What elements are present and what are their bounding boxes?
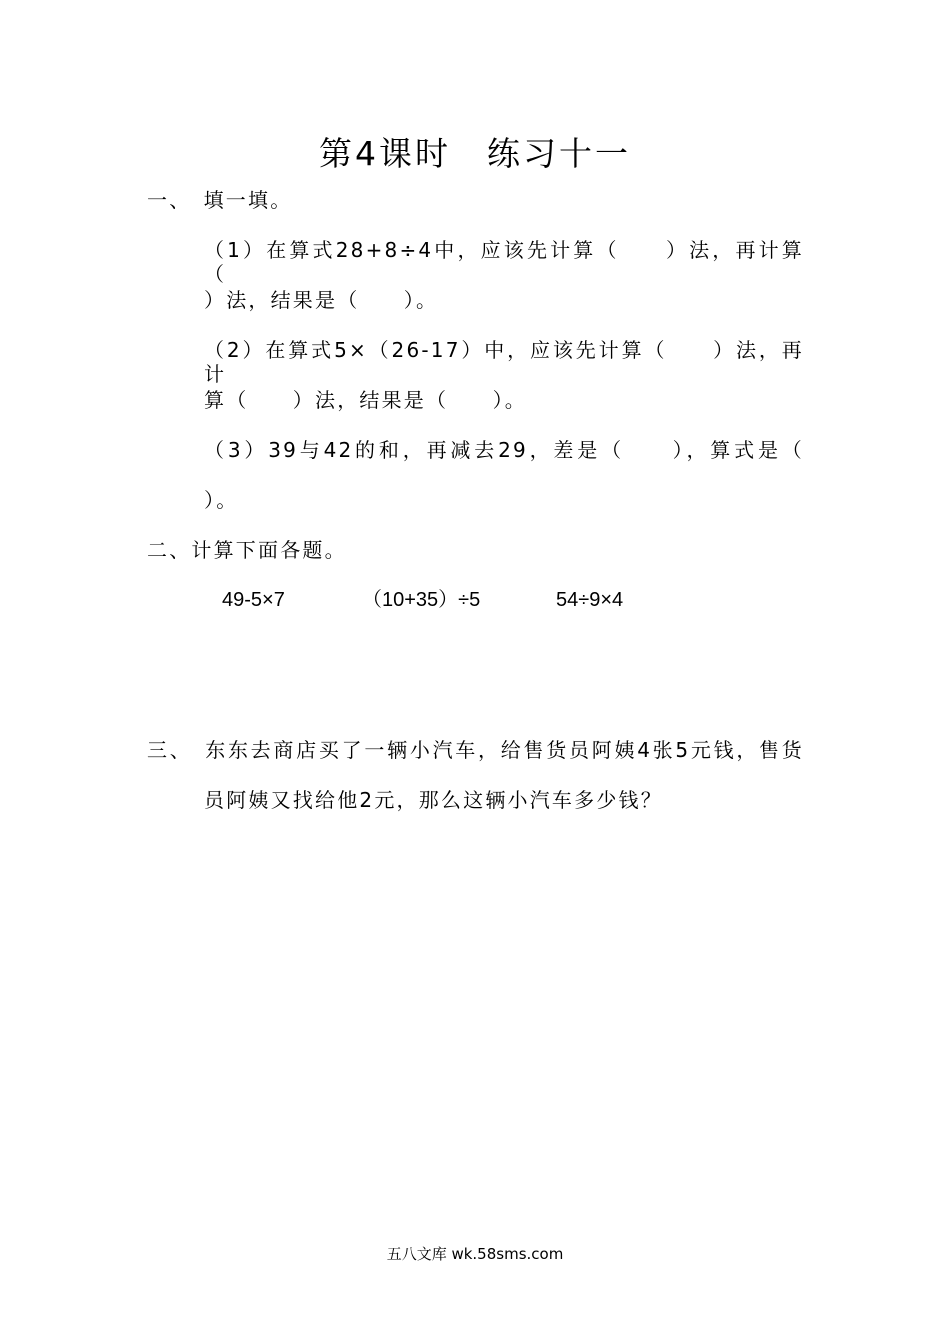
- expression-1: 49-5×7: [222, 589, 285, 611]
- expression-2: （10+35）÷5: [362, 589, 481, 611]
- question-1-line-2: ）法，结果是（ ）。: [204, 288, 439, 312]
- page-title: 第4课时 练习十一: [319, 134, 631, 173]
- section-3-line-2: 员阿姨又找给他2元，那么这辆小汽车多少钱？: [204, 788, 663, 812]
- expression-3: 54÷9×4: [556, 589, 624, 611]
- section-1-heading: 一、 填一填。: [147, 188, 293, 212]
- footer-watermark: 五八文库 wk.58sms.com: [386, 1245, 564, 1263]
- question-1-line-1: （1）在算式28+8÷4中，应该先计算（ ）法，再计算（: [204, 238, 804, 286]
- question-3-line-1: （3）39与42的和，再减去29，差是（ ），算式是（: [204, 438, 804, 462]
- section-2-heading: 二、计算下面各题。: [147, 538, 347, 562]
- question-2-line-2: 算（ ）法，结果是（ ）。: [204, 388, 527, 412]
- section-3-line-1: 三、 东东去商店买了一辆小汽车，给售货员阿姨4张5元钱，售货: [147, 738, 804, 762]
- question-2-line-1: （2）在算式5×（26-17）中，应该先计算（ ）法，再计: [204, 338, 804, 386]
- question-3-line-2: ）。: [204, 488, 239, 512]
